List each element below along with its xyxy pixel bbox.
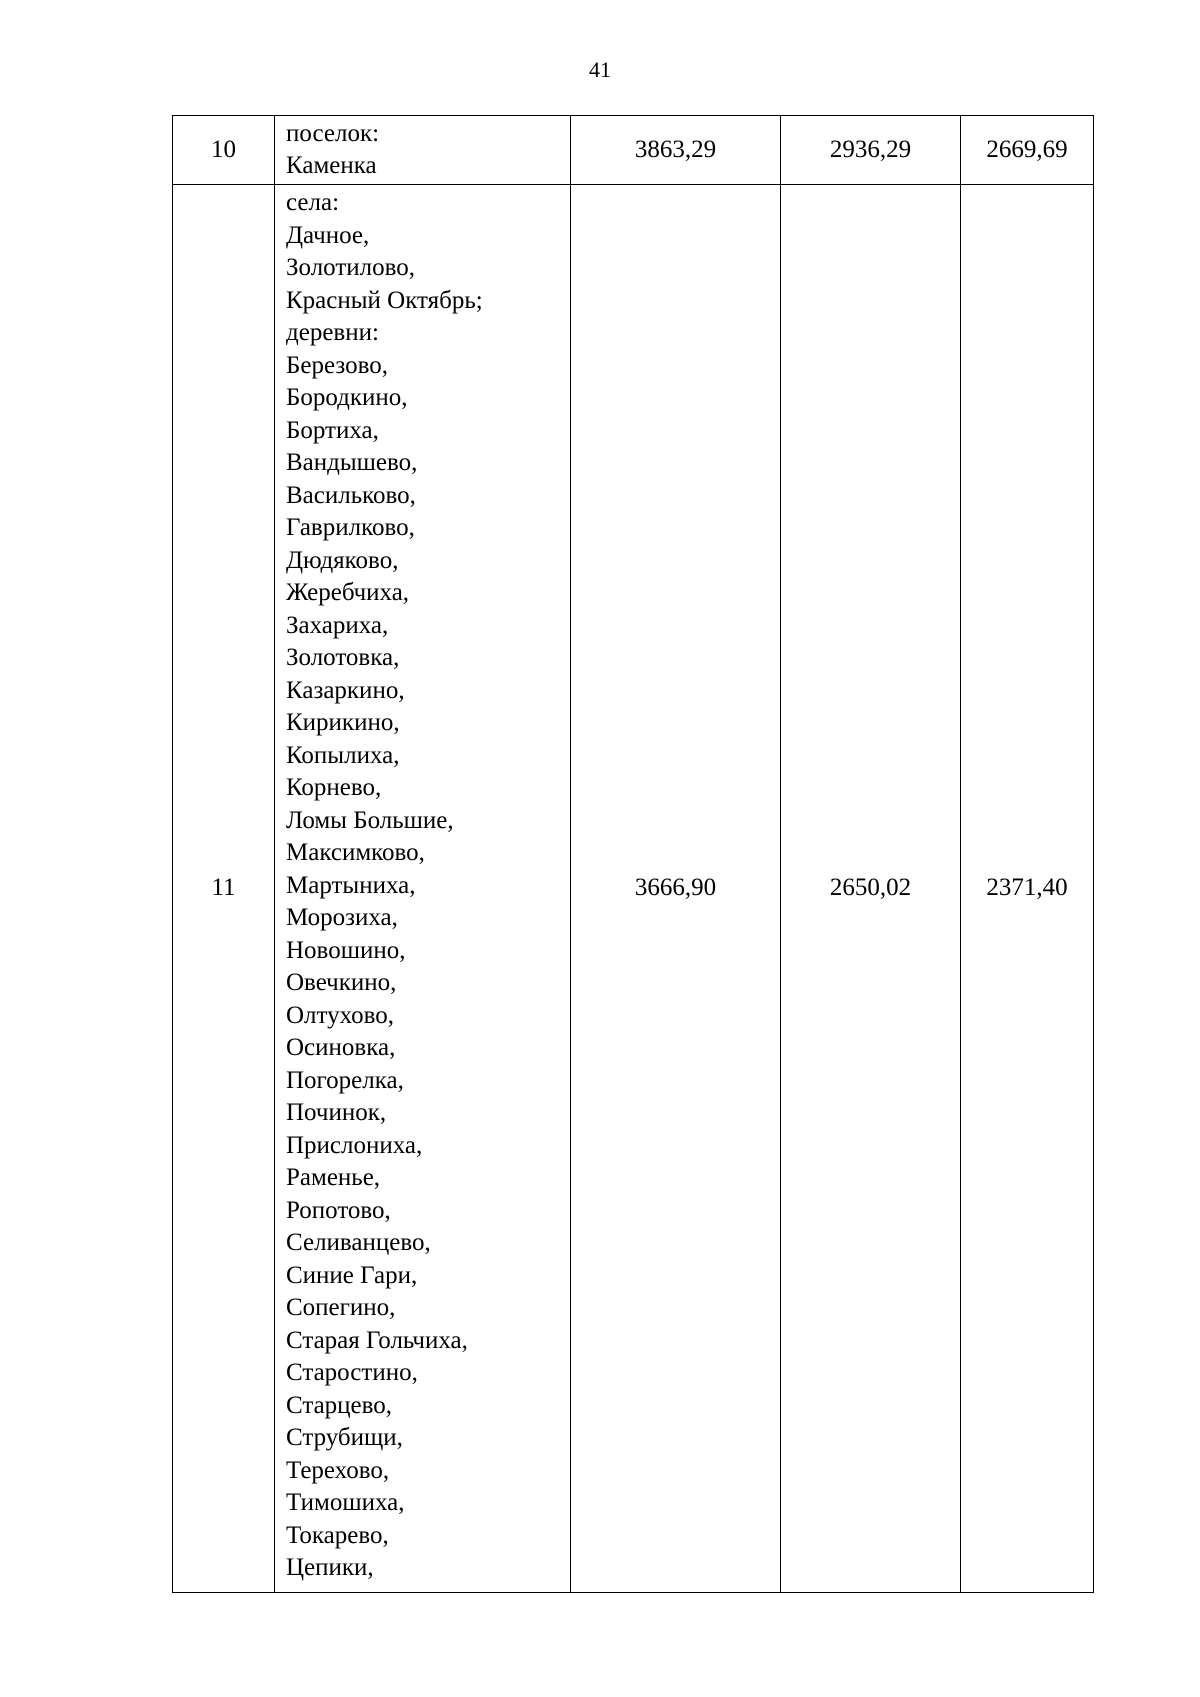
value-cell-3: 2669,69 (961, 116, 1094, 185)
settlement-name: Токарево, (286, 1521, 389, 1549)
value-cell-2: 2650,02 (781, 185, 961, 1593)
settlement-name: Вандышево, (286, 449, 418, 476)
settlement-name: Красный Октябрь; (286, 286, 483, 314)
settlement-name: Старостино, (286, 1359, 418, 1386)
settlement-name: Синие Гари, (286, 1261, 418, 1289)
settlement-name: Максимково, (286, 839, 425, 866)
table-row (173, 116, 1094, 185)
settlement-name: Бортиха, (286, 416, 379, 444)
settlement-name: Бородкино, (286, 384, 408, 411)
tariff-table (172, 115, 1094, 1593)
row-number-cell: 11 (173, 185, 275, 1593)
settlement-name: Дачное, (286, 221, 370, 249)
settlement-name: Васильково, (286, 481, 416, 509)
value-cell-3: 2371,40 (961, 185, 1094, 1593)
settlements-cell (275, 116, 571, 185)
settlement-name: Прислониха, (286, 1131, 423, 1159)
value-cell-1: 3666,90 (571, 185, 781, 1593)
settlement-name: Березово, (286, 351, 388, 379)
settlement-name: Струбищи, (286, 1424, 403, 1451)
settlement-name: Селиванцево, (286, 1229, 431, 1256)
settlement-name: Новошино, (286, 936, 406, 964)
settlement-name: Старцево, (286, 1391, 393, 1419)
settlement-name: Осиновка, (286, 1034, 396, 1061)
settlement-name: Кирикино, (286, 709, 400, 736)
table-row (173, 185, 1094, 1593)
settlement-name: Тимошиха, (286, 1489, 405, 1516)
settlement-name: Мартыниха, (286, 871, 416, 899)
settlement-name: Морозиха, (286, 904, 398, 931)
settlement-name: Жеребчиха, (286, 579, 410, 606)
settlement-name: Овечкино, (286, 969, 397, 996)
settlement-name: Захариха, (286, 611, 389, 639)
settlement-name: Цепики, (286, 1554, 374, 1581)
settlement-name: Золотовка, (286, 644, 400, 671)
settlement-name: Каменка (286, 152, 377, 179)
settlement-name: Починок, (286, 1099, 387, 1126)
settlement-name: Ропотово, (286, 1196, 391, 1224)
settlement-name: Погорелка, (286, 1066, 404, 1094)
settlement-name: Ломы Большие, (286, 806, 454, 834)
settlement-name: Гаврилково, (286, 514, 415, 541)
settlement-name: Золотилово, (286, 254, 416, 281)
settlement-name: Олтухово, (286, 1001, 395, 1029)
settlement-name: Казаркино, (286, 676, 405, 704)
settlements-cell (275, 185, 571, 1593)
value-cell-2: 2936,29 (781, 116, 961, 185)
settlement-name: Копылиха, (286, 741, 400, 769)
settlement-name: Корнево, (286, 774, 382, 801)
row-number-cell: 10 (173, 116, 275, 185)
value-cell-1: 3863,29 (571, 116, 781, 185)
page-number: 41 (589, 57, 611, 82)
settlement-name: Дюдяково, (286, 546, 399, 574)
settlement-name: Сопегино, (286, 1294, 396, 1321)
settlement-name: Раменье, (286, 1164, 381, 1191)
settlement-name: поселок: (286, 119, 380, 147)
settlement-name: Терехово, (286, 1456, 390, 1484)
settlement-name: деревни: (286, 319, 379, 346)
settlement-name: села: (286, 189, 340, 216)
table-body (173, 116, 1094, 1593)
settlement-name: Старая Гольчиха, (286, 1326, 468, 1354)
